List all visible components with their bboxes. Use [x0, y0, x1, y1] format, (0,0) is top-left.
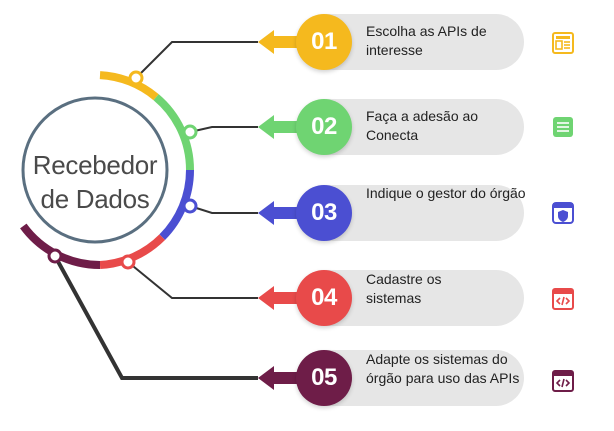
center-title-line1: Recebedor — [32, 150, 158, 180]
step-badge-05 — [296, 350, 352, 406]
step-number: 04 — [311, 284, 337, 311]
connector-02 — [190, 127, 258, 132]
step-number: 05 — [311, 364, 337, 391]
connector-05 — [55, 256, 258, 378]
step-text-04: Cadastre os sistemas — [366, 271, 442, 306]
connector-01 — [136, 42, 258, 78]
step-text-05: Adapte os sistemas do órgão para uso das APIs — [366, 351, 520, 386]
step-text-02: Faça a adesão ao Conecta — [366, 108, 479, 143]
arc-dot-02 — [184, 126, 196, 138]
step-number: 01 — [311, 28, 337, 55]
shield-window-icon — [550, 200, 576, 226]
step-badge-01 — [296, 14, 352, 70]
arc-dot-05 — [49, 250, 61, 262]
arc-segment-yellow — [100, 75, 156, 97]
arc-dot-01 — [130, 72, 142, 84]
step-number: 02 — [311, 113, 337, 140]
arc-dot-04 — [122, 256, 134, 268]
step-text-01: Escolha as APIs de interesse — [366, 23, 487, 58]
step-badge-04 — [296, 270, 352, 326]
step-badge-03 — [296, 185, 352, 241]
newspaper-icon — [550, 30, 576, 56]
connector-04 — [128, 262, 258, 298]
code-window-icon — [550, 286, 576, 312]
center-title-line2: de Dados — [40, 184, 150, 214]
code-window-icon — [550, 368, 576, 394]
step-text-03: Indique o gestor do órgão — [366, 185, 526, 201]
step-badge-02 — [296, 99, 352, 155]
connector-03 — [190, 206, 258, 213]
list-window-icon — [550, 114, 576, 140]
arc-dot-03 — [184, 200, 196, 212]
center-title — [20, 148, 170, 216]
step-number: 03 — [311, 199, 337, 226]
